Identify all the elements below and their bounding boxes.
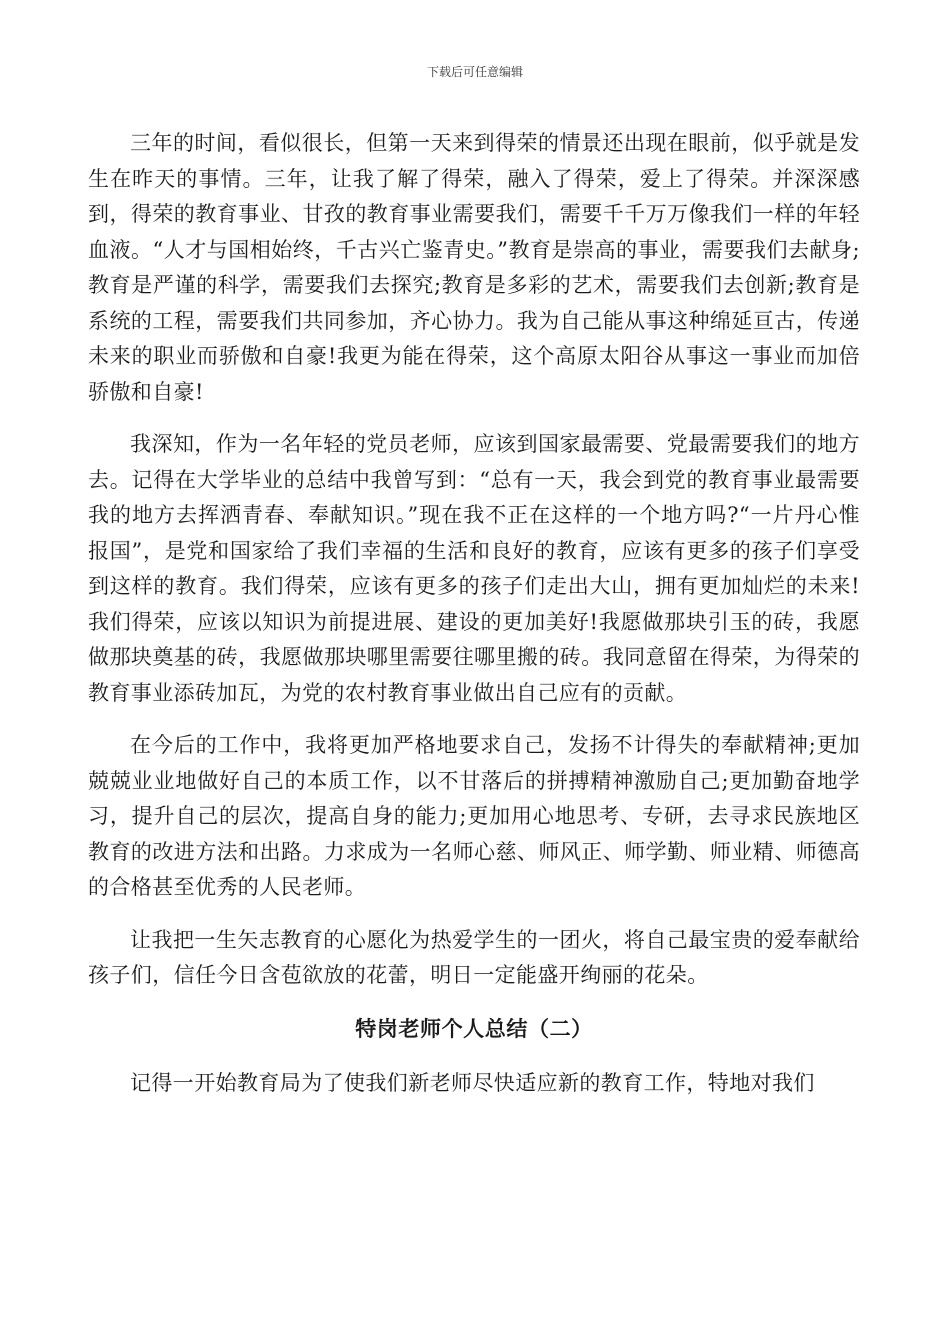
paragraph-1: 三年的时间，看似很长，但第一天来到得荣的情景还出现在眼前，似乎就是发生在昨天的事情。三年，让我了解了得荣，融入了得荣，爱上了得荣。并深深感到，得荣的教育事业、甘孜的教育事业需要我们，需要千千万万像我们一样的年轻血液。“人才与国相始终，千古兴亡鉴青史。”教育是崇高的事业，需要我们去献身;教育是严谨的科学，需要我们去探究;教育是多彩的艺术，需要我们去创新;教育是系统的工程，需要我们共同参加，齐心协力。我为自己能从事这种绵延亘古，传递未来的职业而骄傲和自豪!我更为能在得荣，这个高原太阳谷从事这一事业而加倍骄傲和自豪! bbox=[88, 131, 860, 404]
page-header-note: 下载后可任意编辑 bbox=[426, 65, 523, 79]
section-title: 特岗老师个人总结（二） bbox=[355, 1015, 593, 1041]
paragraph-2: 我深知，作为一名年轻的党员老师，应该到国家最需要、党最需要我们的地方去。记得在大学毕业的总结中我曾写到：“总有一天，我会到党的教育事业最需要我的地方去挥洒青春、奉献知识。”现在我不正在这样的一个地方吗?“一片丹心惟报国”，是党和国家给了我们幸福的生活和良好的教育，应该有更多的孩子们享受到这样的教育。我们得荣，应该有更多的孩子们走出大山，拥有更加灿烂的未来!我们得荣，应该以知识为前提进展、建设的更加美好!我愿做那块引玉的砖，我愿做那块奠基的砖，我愿做那块哪里需要往哪里搬的砖。我同意留在得荣，为得荣的教育事业添砖加瓦，为党的农村教育事业做出自己应有的贡献。 bbox=[88, 432, 860, 705]
paragraph-4: 让我把一生矢志教育的心愿化为热爱学生的一团火，将自己最宝贵的爱奉献给孩子们，信任今日含苞欲放的花蕾，明日一定能盛开绚丽的花朵。 bbox=[88, 927, 860, 987]
section-paragraph-1: 记得一开始教育局为了使我们新老师尽快适应新的教育工作，特地对我们 bbox=[130, 1070, 815, 1095]
document-body bbox=[88, 126, 860, 1118]
paragraph-3: 在今后的工作中，我将更加严格地要求自己，发扬不计得失的奉献精神;更加兢兢业业地做好自己的本质工作，以不甘落后的拼搏精神激励自己;更加勤奋地学习，提升自己的层次，提高自身的能力;更加用心地思考、专研，去寻求民族地区教育的改进方法和出路。力求成为一名师心慈、师风正、师学勤、师业精、师德高的合格甚至优秀的人民老师。 bbox=[88, 733, 860, 899]
